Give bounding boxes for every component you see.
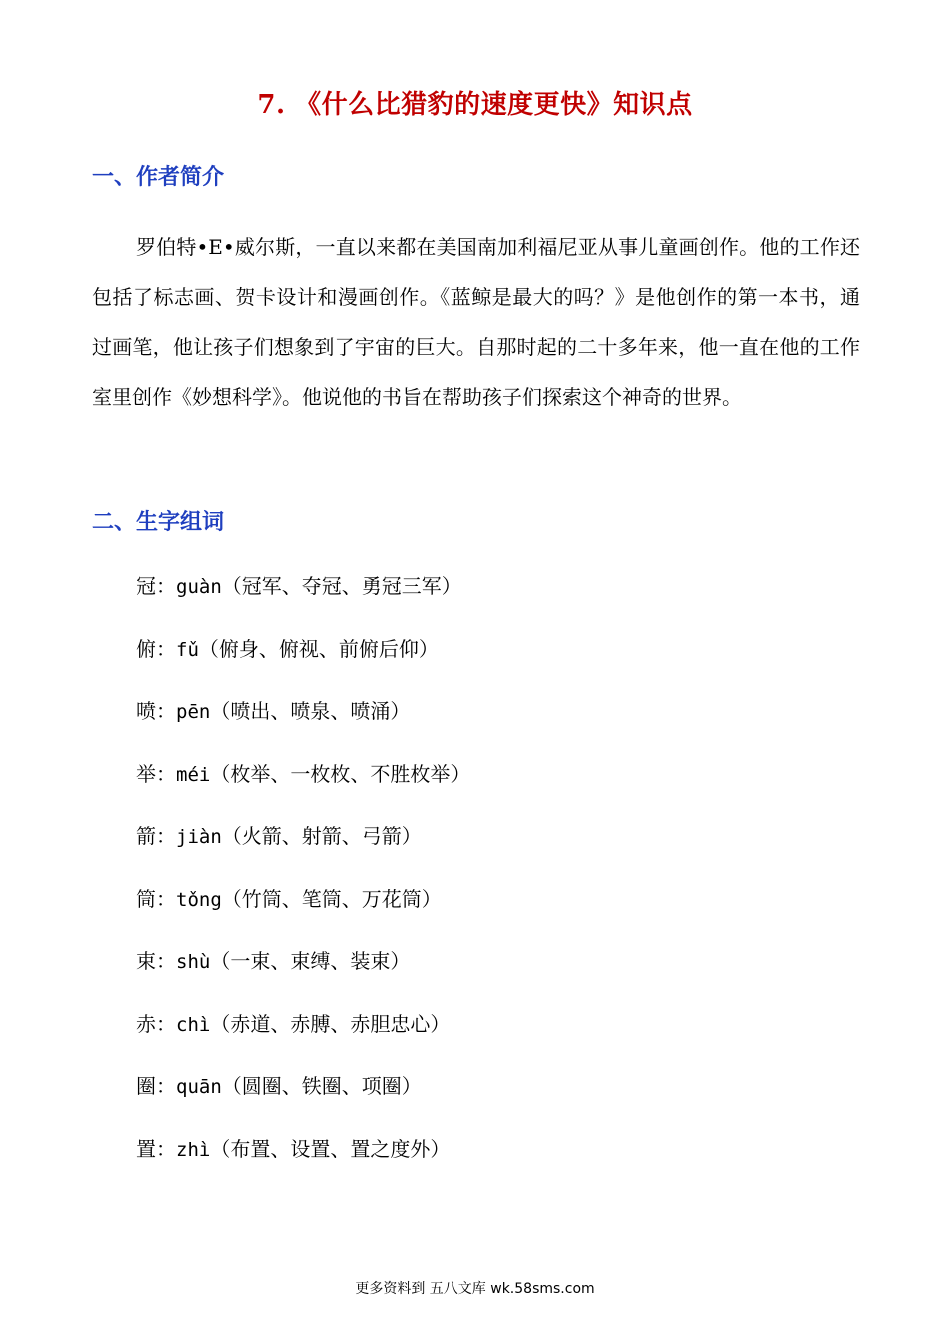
vocab-item: [136, 566, 470, 629]
vocab-words: （火箭、射箭、弓箭）: [221, 824, 422, 848]
vocab-words: （枚举、一枚枚、不胜枚举）: [210, 761, 471, 786]
vocab-words: （俯身、俯视、前俯后仰）: [198, 636, 439, 661]
vocab-item: [136, 1004, 470, 1067]
vocab-char: 举：: [136, 761, 176, 786]
vocab-char: 赤：: [136, 1011, 176, 1036]
vocab-pinyin: jiàn: [176, 826, 222, 848]
vocab-pinyin: quān: [176, 1076, 222, 1098]
vocab-words: （布置、设置、置之度外）: [210, 1136, 451, 1161]
vocab-words: （赤道、赤膊、赤胆忠心）: [210, 1011, 451, 1036]
author-intro-paragraph: 罗伯特•E•威尔斯，一直以来都在美国南加利福尼亚从事儿童画创作。他的工作还包括了标志画、贺卡设计和漫画创作。《蓝鲸是最大的吗？》是他创作的第一本书，通过画笔，他让孩子们想象到了宇宙的巨大。自那时起的二十多年来，他一直在他的工作室里创作《妙想科学》。他说他的书旨在帮助孩子们探索这个神奇的世界。: [92, 235, 860, 409]
vocab-words: （竹筒、笔筒、万花筒）: [221, 886, 442, 911]
vocab-item: [136, 691, 470, 754]
vocab-char: 筒：: [136, 886, 176, 911]
vocab-words: （圆圈、铁圈、项圈）: [221, 1074, 422, 1098]
vocab-char: 箭：: [136, 824, 176, 848]
vocab-char: 冠：: [136, 574, 176, 598]
vocab-item: [136, 754, 470, 817]
vocab-item: [136, 1066, 470, 1129]
vocab-pinyin: tǒng: [176, 888, 222, 911]
vocab-char: 圈：: [136, 1074, 176, 1098]
vocab-item: [136, 879, 470, 942]
vocab-list: [136, 566, 470, 1191]
vocab-item: [136, 629, 470, 692]
vocab-item: [136, 941, 470, 1004]
vocab-item: [136, 1129, 470, 1192]
vocab-char: 喷：: [136, 699, 176, 723]
vocab-char: 束：: [136, 949, 176, 973]
section-heading-author: 一、作者简介: [92, 164, 225, 190]
vocab-words: （一束、束缚、装束）: [210, 949, 411, 973]
vocab-pinyin: chì: [176, 1013, 211, 1036]
footer-link[interactable]: 更多资料到 五八文库 wk.58sms.com: [355, 1281, 595, 1297]
vocab-item: [136, 816, 470, 879]
vocab-pinyin: shù: [176, 951, 211, 973]
vocab-pinyin: guàn: [176, 576, 222, 598]
vocab-pinyin: pēn: [176, 701, 211, 723]
vocab-words: （喷出、喷泉、喷涌）: [210, 699, 411, 723]
section-heading-vocab: 二、生字组词: [92, 509, 225, 535]
vocab-pinyin: méi: [176, 763, 211, 786]
page-title: 7. 《什么比猎豹的速度更快》知识点: [257, 90, 693, 120]
vocab-char: 俯：: [136, 636, 176, 661]
vocab-char: 置：: [136, 1136, 176, 1161]
vocab-pinyin: zhì: [176, 1138, 211, 1161]
vocab-words: （冠军、夺冠、勇冠三军）: [221, 574, 462, 598]
vocab-pinyin: fǔ: [176, 638, 199, 661]
